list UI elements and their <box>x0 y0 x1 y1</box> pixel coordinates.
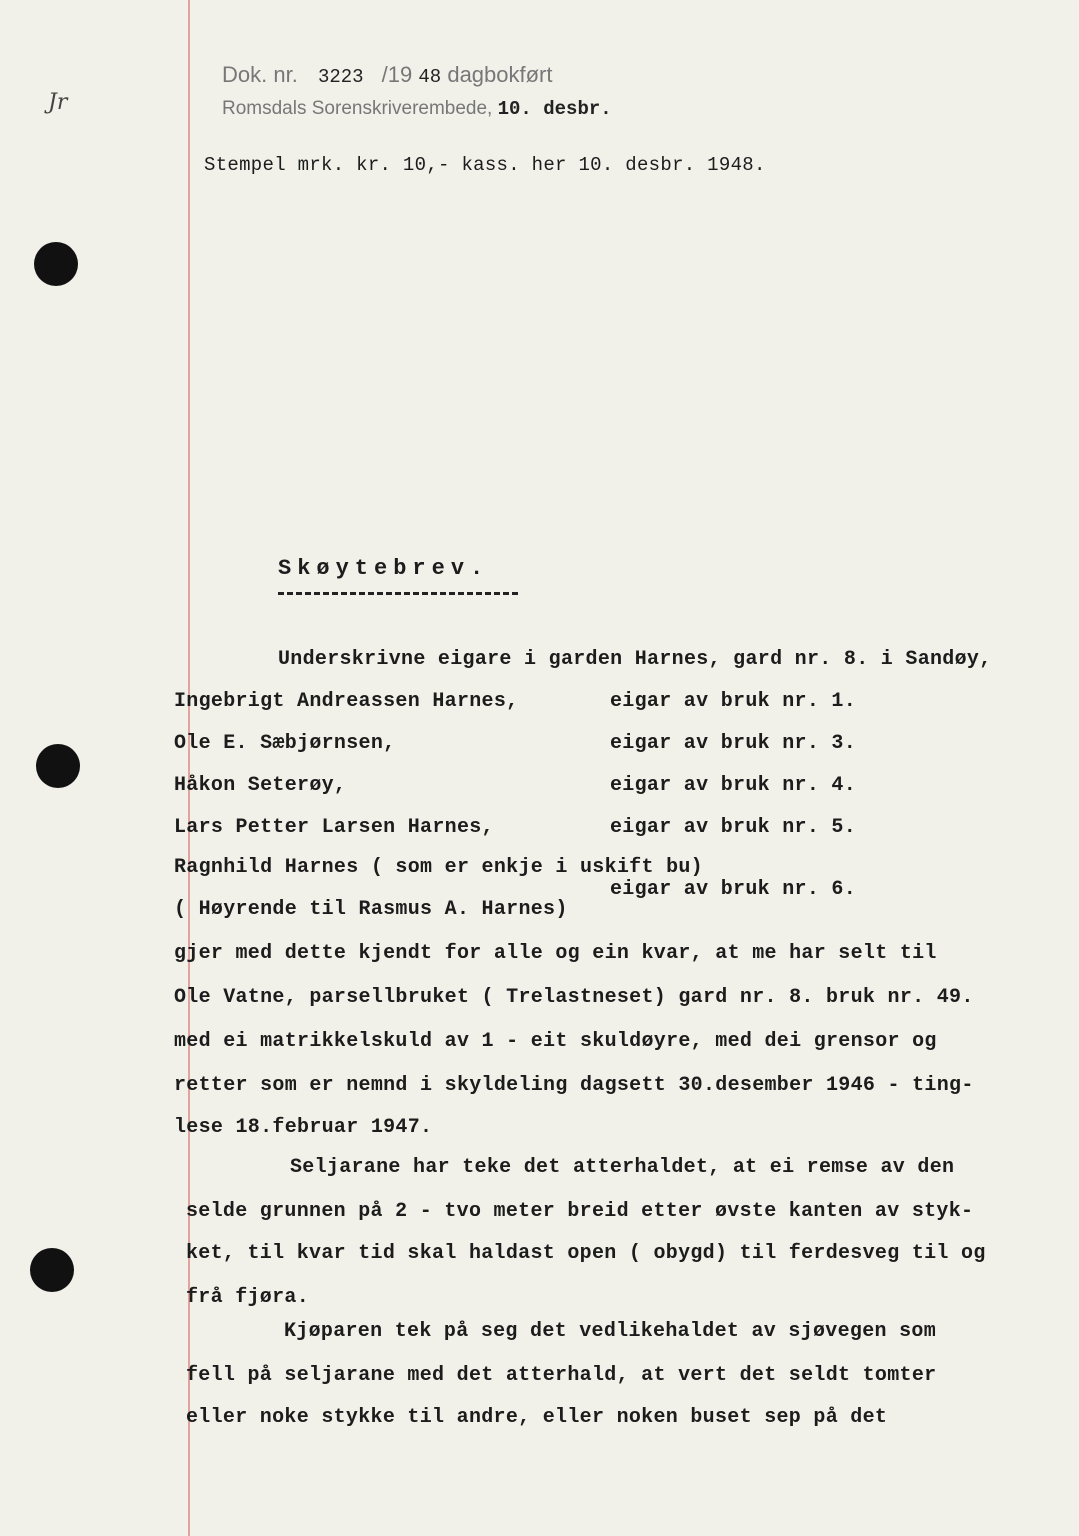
paragraph-2-line: frå fjøra. <box>186 1286 310 1309</box>
paragraph-1-line: lese 18.februar 1947. <box>174 1116 433 1139</box>
paragraph-2-line: Seljarane har teke det atterhaldet, at ei remse av den <box>290 1156 955 1179</box>
hoyrande-line: ( Høyrende til Rasmus A. Harnes) <box>174 898 568 921</box>
registry-stamp-line-2 <box>222 98 612 120</box>
doc-number: 3223 <box>317 66 364 88</box>
owner-share: eigar av bruk nr. 1. <box>610 690 857 713</box>
intro-line: Underskrivne eigare i garden Harnes, gard nr. 8. i Sandøy, <box>278 648 992 671</box>
stempel-line: Stempel mrk. kr. 10,- kass. her 10. desbr. 1948. <box>204 154 766 176</box>
owner-name: Ole E. Sæbjørnsen, <box>174 732 396 755</box>
year-suffix: 48 <box>418 66 442 88</box>
owner-name: Lars Petter Larsen Harnes, <box>174 816 494 839</box>
paragraph-1-line: Ole Vatne, parsellbruket ( Trelastneset) gard nr. 8. bruk nr. 49. <box>174 986 974 1009</box>
doc-label: Dok. nr. <box>222 62 298 87</box>
punch-hole-bottom <box>30 1248 74 1292</box>
owner-share: eigar av bruk nr. 5. <box>610 816 857 839</box>
owner-name: Håkon Seterøy, <box>174 774 347 797</box>
ragnhild-line: Ragnhild Harnes ( som er enkje i uskift bu) <box>174 856 703 879</box>
paragraph-2-line: selde grunnen på 2 - tvo meter breid etter øvste kanten av styk- <box>186 1200 974 1223</box>
owner-name: Ingebrigt Andreassen Harnes, <box>174 690 519 713</box>
registry-stamp-line-1 <box>222 62 553 88</box>
paragraph-2-line: ket, til kvar tid skal haldast open ( obygd) til ferdesveg til og <box>186 1242 986 1265</box>
owner-share: eigar av bruk nr. 4. <box>610 774 857 797</box>
book-label: dagbokført <box>447 62 553 87</box>
paragraph-1-line: med ei matrikkelskuld av 1 - eit skuldøyre, med dei grensor og <box>174 1030 937 1053</box>
paragraph-3-line: eller noke stykke til andre, eller noken buset sep på det <box>186 1406 888 1429</box>
stamp-date: 10. desbr. <box>497 98 612 120</box>
paragraph-3-line: Kjøparen tek på seg det vedlikehaldet av sjøvegen som <box>284 1320 937 1343</box>
heading-underline <box>278 592 518 595</box>
document-heading: Skøytebrev. <box>278 556 490 581</box>
paragraph-1-line: gjer med dette kjendt for alle og ein kvar, at me har selt til <box>174 942 937 965</box>
paragraph-3-line: fell på seljarane med det atterhald, at vert det seldt tomter <box>186 1364 937 1387</box>
punch-hole-top <box>34 242 78 286</box>
paragraph-1-line: retter som er nemnd i skyldeling dagsett 30.desember 1946 - ting- <box>174 1074 974 1097</box>
punch-hole-middle <box>36 744 80 788</box>
office-name: Romsdals Sorenskriverembede, <box>222 98 493 119</box>
margin-handwritten-mark: Jr <box>48 90 68 115</box>
ragnhild-share: eigar av bruk nr. 6. <box>610 878 857 901</box>
owner-share: eigar av bruk nr. 3. <box>610 732 857 755</box>
year-prefix: /19 <box>381 62 413 87</box>
